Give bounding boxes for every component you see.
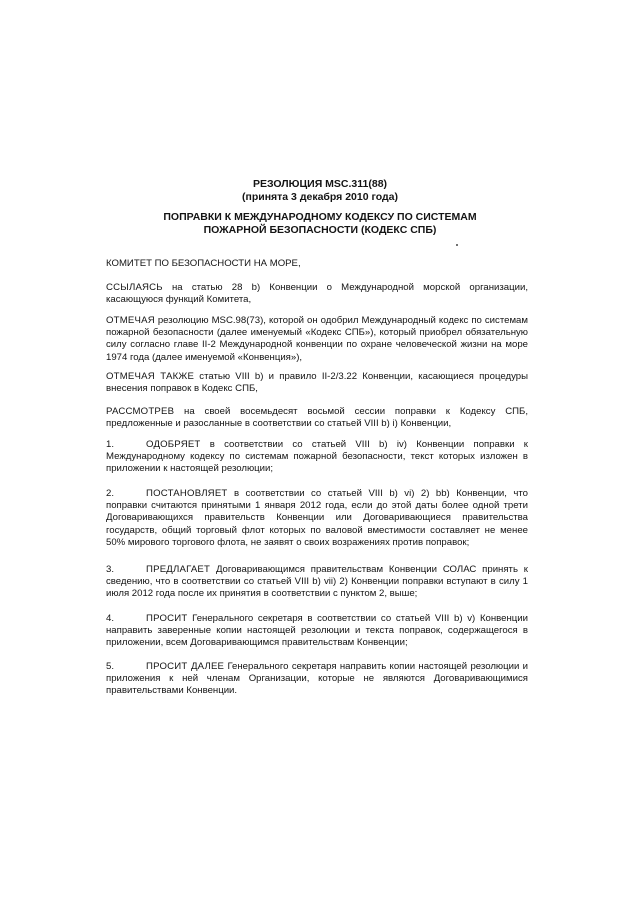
preamble-paragraph: [106, 282, 528, 306]
paragraph-number: 5.: [106, 661, 115, 672]
resolution-title: РЕЗОЛЮЦИЯ MSC.311(88): [252, 178, 388, 190]
preamble-paragraph: [106, 371, 528, 395]
operative-paragraph: [106, 661, 528, 698]
operative-text: в соответствии со статьей VIII b) vi) 2) bb) Конвенции, что поправки считаются принятыми 1 января 2012 года, если до этой даты более одной трети Договаривающихся правительств Конвенции или Договаривающиеся правительства государств, общий торговый флот которых по валовой вместимости составляет не менее 50% мирового торгового флота, не заявят о своих возражениях против поправок;: [106, 488, 528, 548]
subtitle-line-1: ПОПРАВКИ К МЕЖДУНАРОДНОМУ КОДЕКСУ ПО СИСТЕМАМ: [163, 211, 477, 223]
operative-text: Генерального секретаря в соответствии со статьей VIII b) v) Конвенции направить заверенные копии настоящей резолюции и текста поправок, содержащегося в приложении, всем Договаривающимся правительствам Конвенции;: [106, 613, 528, 649]
operative-text: Договаривающимся правительствам Конвенции СОЛАС принять к сведению, что в соответствии со статьей VIII b) vii) 2) Конвенции поправки вступают в силу 1 июля 2012 года после их принятия в соответствии с пунктом 2, выше;: [106, 564, 528, 600]
preamble-paragraph: [106, 406, 528, 430]
operative-paragraph: [106, 613, 528, 650]
preamble-paragraph: [106, 315, 528, 364]
operative-text: в соответствии со статьей VIII b) iv) Конвенции поправки к Международному кодексу по системам пожарной безопасности, текст которых изложен в приложении к настоящей резолюции;: [106, 439, 528, 475]
preamble-lead: ОТМЕЧАЯ ТАКЖЕ: [106, 371, 195, 382]
preamble-text: на своей восемьдесят восьмой сессии поправки к Кодексу СПБ, предложенные и разосланные в соответствии со статьей VIII b) i) Конвенции,: [106, 406, 528, 430]
operative-paragraph: [106, 564, 528, 601]
scan-speck: [456, 244, 458, 246]
operative-lead: ПОСТАНОВЛЯЕТ: [146, 488, 228, 499]
subtitle-line-2: ПОЖАРНОЙ БЕЗОПАСНОСТИ (КОДЕКС СПБ): [203, 224, 437, 236]
preamble-text: резолюцию MSC.98(73), которой он одобрил Международный кодекс по системам пожарной безопасности (далее именуемый «Кодекс СПБ»), который приобрел обязательную силу согласно главе II-2 Международной конвенции по охране человеческой жизни на море 1974 года (далее именуемой «Конвенция»),: [106, 315, 528, 363]
paragraph-number: 3.: [106, 564, 115, 575]
resolution-subtitle: [0, 211, 640, 237]
paragraph-number: 1.: [106, 439, 115, 450]
preamble-lead: РАССМОТРЕВ: [106, 406, 175, 417]
paragraph-number: 2.: [106, 488, 115, 499]
preamble-text: статью VIII b) и правило II-2/3.22 Конвенции, касающиеся процедуры внесения поправок в Кодекс СПБ,: [106, 371, 528, 395]
committee-heading: КОМИТЕТ ПО БЕЗОПАСНОСТИ НА МОРЕ,: [106, 258, 301, 269]
paragraph-number: 4.: [106, 613, 115, 624]
operative-lead: ПРОСИТ ДАЛЕЕ: [146, 661, 225, 672]
preamble-lead: ССЫЛАЯСЬ: [106, 282, 163, 293]
operative-lead: ОДОБРЯЕТ: [146, 439, 201, 450]
preamble-text: на статью 28 b) Конвенции о Международной морской организации, касающуюся функций Комитета,: [106, 282, 528, 306]
resolution-date: (принята 3 декабря 2010 года): [241, 191, 399, 203]
operative-lead: ПРОСИТ: [146, 613, 188, 624]
preamble-lead: ОТМЕЧАЯ: [106, 315, 155, 326]
operative-paragraph: [106, 439, 528, 476]
operative-text: Генерального секретаря направить копии настоящей резолюции и приложения к ней членам Организации, которые не являются Договаривающимися правительствами Конвенции.: [106, 661, 528, 697]
operative-lead: ПРЕДЛАГАЕТ: [146, 564, 211, 575]
operative-paragraph: [106, 488, 528, 549]
